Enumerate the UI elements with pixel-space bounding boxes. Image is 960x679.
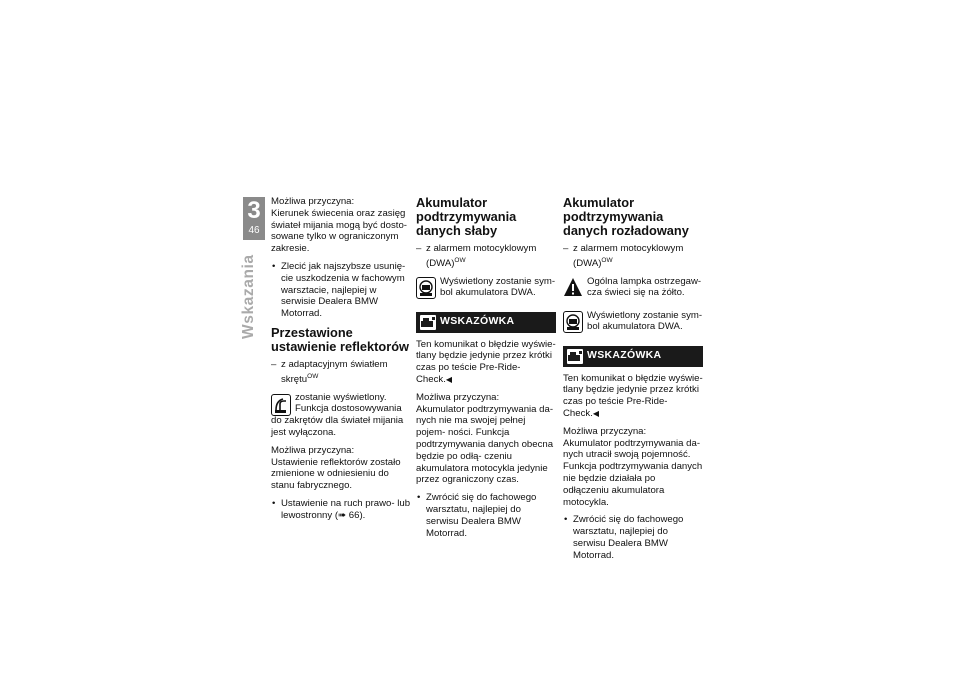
dwa-battery-icon [563,311,583,333]
note-text: Ten komunikat o błędzie wyświe- tlany będzie jedynie przez krótki czas po teście Pre-Ride-Check. [416,338,556,385]
indicator-text: zostanie wyświetlony. Funkcja dostosowywania do zakrętów dla świateł mijania jest wyłączona. [271,391,404,438]
warning-paragraph [563,276,703,304]
motorcycle-note-icon [567,349,583,364]
column-3 [563,196,703,568]
dwa-battery-icon [416,277,436,299]
adaptive-headlight-icon [271,394,291,416]
cause-label: Możliwa przyczyna: [416,391,500,403]
section-heading: Akumulator podtrzymywania danych słaby [416,195,517,238]
warning-text: Ogólna lampka ostrzegaw- cza świeci się na żółto. [587,275,702,299]
list-item [563,514,703,561]
list-item [271,261,411,320]
warning-triangle-icon [563,277,583,299]
condition-text: z adaptacyjnym światłem skrętu [281,358,388,385]
list-item [416,492,556,539]
note-title: WSKAZÓWKA [587,348,662,361]
bullet-text: Zlecić jak najszybsze usunię- cie uszkodzenia w fachowym warsztacie, najlepiej w serwisie Dealera BMW Motorrad. [281,260,406,320]
condition-text: z alarmem motocyklowym (DWA) [573,243,684,269]
bullet-text: Zwrócić się do fachowego warsztatu, najlepiej do serwisu Dealera BMW Motorrad. [573,514,684,561]
condition-text: z alarmem motocyklowym (DWA) [426,243,537,269]
note-text: Ten komunikat o błędzie wyświe- tlany będzie jedynie przez krótki czas po teście Pre-Ride-Check. [563,372,703,419]
note-text-block [416,339,556,386]
indicator-paragraph [416,276,556,304]
bullet-icon: • [272,260,276,272]
indicator-text: Wyświetlony zostanie sym- bol akumulatora DWA. [587,309,703,333]
note-banner [563,346,703,367]
option-sup: OW [601,256,613,264]
option-sup: OW [454,256,466,264]
cause-label: Możliwa przyczyna: [271,196,355,207]
dash-icon: – [416,243,422,254]
bullet-icon: • [272,497,276,509]
dash-icon: – [271,358,277,370]
page-reference-link[interactable]: ➠ 66). [338,509,366,521]
bullet-icon: • [564,514,568,526]
end-marker: ◀ [592,408,600,418]
cause-label: Możliwa przyczyna: [563,425,647,437]
section-heading: Przestawione ustawienie reflektorów [271,324,409,354]
note-text-block [563,373,703,420]
list-item [271,498,411,522]
end-marker: ◀ [445,374,453,384]
column-2 [416,196,556,545]
cause-text: Ustawienie reflektorów zostało zmienione w odniesieniu do stanu fabrycznego. [271,456,401,492]
equipment-condition [271,359,411,386]
indicator-paragraph [563,310,703,338]
motorcycle-note-icon [420,315,436,330]
column-1 [271,196,411,528]
section-label: Wskazania [240,254,257,339]
cause-text: Akumulator podtrzymywania da- nych utracił swoją pojemność. Funkcja podtrzymywania danych nie będzie działała po odłączeniu akumulatora motocykla. [563,437,703,508]
chapter-tab [243,197,265,240]
equipment-condition [416,243,556,270]
chapter-number: 3 [247,197,261,224]
cause-label: Możliwa przyczyna: [271,444,355,456]
section-heading: Akumulator podtrzymywania danych rozładowany [563,195,689,238]
bullet-text: Zwrócić się do fachowego warsztatu, najlepiej do serwisu Dealera BMW Motorrad. [426,492,537,539]
note-banner [416,312,556,333]
option-sup: OW [307,372,319,380]
bullet-text: Ustawienie na ruch prawo- lub lewostronny ( [281,497,411,521]
cause-text: Kierunek świecenia oraz zasięg świateł mijania mogą być dosto- sowane tylko w ograniczonym zakresie. [271,207,407,255]
indicator-paragraph [271,392,411,439]
page-number: 46 [248,225,260,236]
equipment-condition [563,243,703,270]
dash-icon: – [563,243,569,254]
bullet-icon: • [417,492,421,504]
indicator-text: Wyświetlony zostanie sym- bol akumulatora DWA. [440,275,556,299]
cause-text: Akumulator podtrzymywania da- nych nie ma swojej pełnej pojem- ności. Funkcja podtrzymywania danych obecna będzie po odłą- czeniu akumulatora motocykla jedynie przez ograniczony czas. [416,403,554,486]
note-title: WSKAZÓWKA [440,314,515,327]
